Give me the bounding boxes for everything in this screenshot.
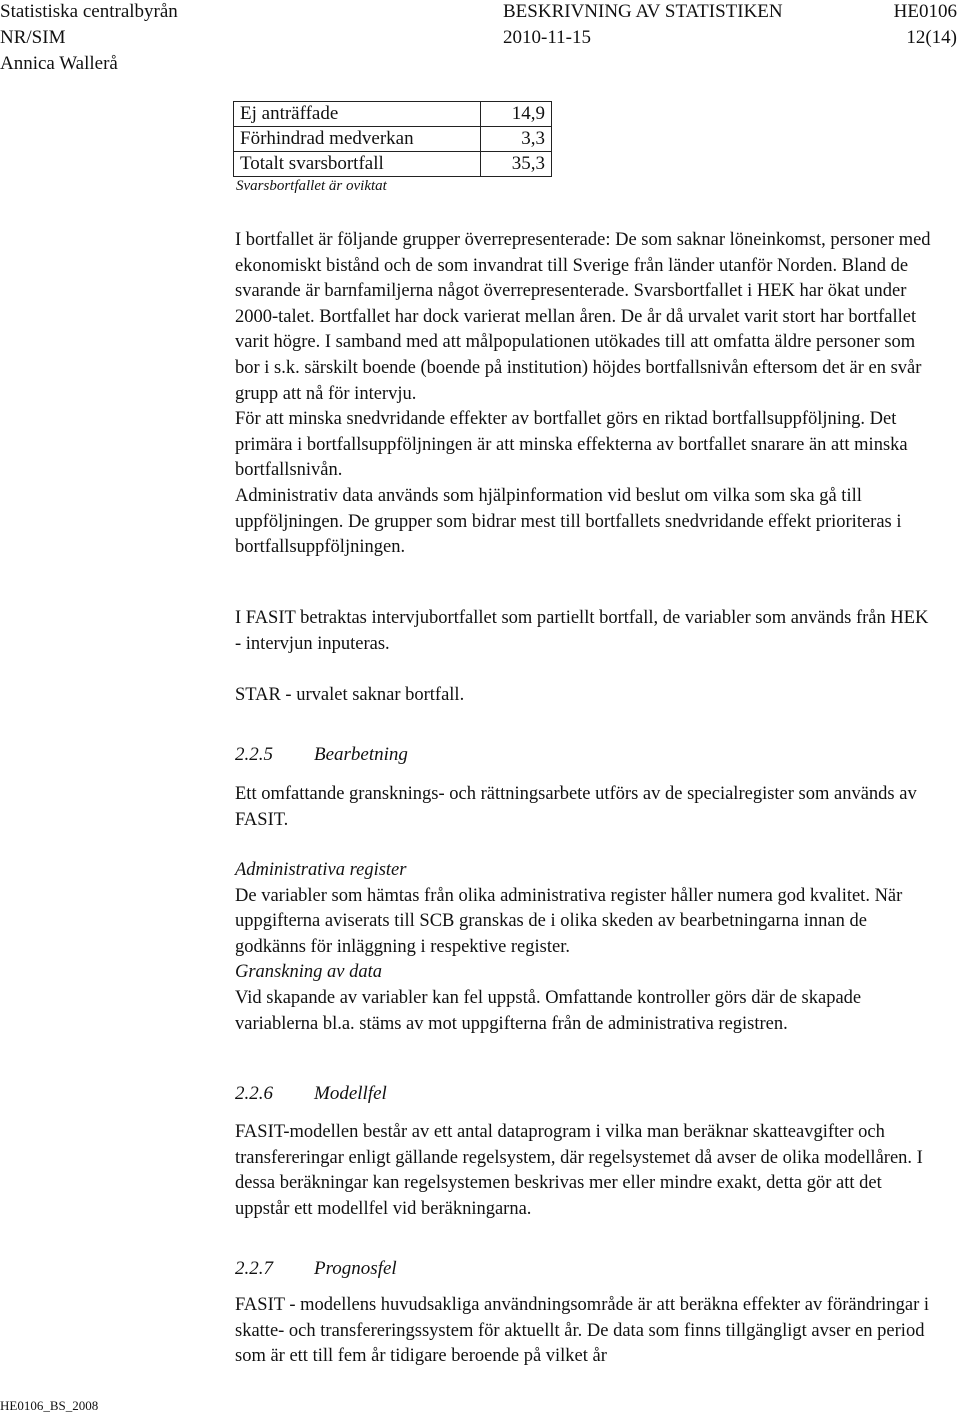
nonresponse-text — [235, 228, 935, 561]
subheading: Administrativa register — [235, 860, 407, 880]
table-row — [234, 152, 552, 177]
row-label: Förhindrad medverkan — [234, 127, 481, 152]
organization-name: Statistiska centralbyrån — [0, 1, 178, 22]
section-number: 2.2.6 — [235, 1083, 273, 1104]
section-heading — [235, 1083, 387, 1105]
section-heading — [235, 744, 408, 766]
section-title: Bearbetning — [314, 744, 408, 765]
subheading: Granskning av data — [235, 962, 382, 983]
row-label: Ej anträffade — [234, 102, 481, 127]
author-name: Annica Wallerå — [0, 53, 118, 74]
paragraph: Administrativ data används som hjälpinformation vid beslut om vilka som ska gå till uppföljningen. De grupper som bidrar mest till bortfallets snedvridande effekt prioriteras i bortfallsuppföljningen. — [235, 485, 902, 558]
row-value: 3,3 — [481, 127, 552, 152]
paragraph: Ett omfattande gransknings- och rättningsarbete utförs av de specialregister som används av FASIT. — [235, 784, 917, 830]
table-note: Svarsbortfallet är oviktat — [236, 178, 387, 194]
paragraph: I FASIT betraktas intervjubortfallet som partiellt bortfall, de variabler som används från HEK - intervjun inputeras. — [235, 608, 929, 654]
section-heading — [235, 1258, 397, 1280]
section-title: Modellfel — [314, 1083, 387, 1104]
section-title: Prognosfel — [314, 1258, 397, 1279]
paragraph: För att minska snedvridande effekter av bortfallet görs en riktad bortfallsuppföljning. Det primära i bortfallsuppföljningen är att minska effekterna av bortfallet snarare än att minska bortfallsnivån. — [235, 409, 908, 481]
document-date: 2010-11-15 — [503, 27, 591, 48]
paragraph: I bortfallet är följande grupper överrepresenterade: De som saknar löneinkomst, personer med ekonomiskt bistånd och de som invandrat till Sverige från länder utanför Norden. Bland de svarande är barnfamiljerna något överrepresenterade. Svarsbortfallet i HEK har ökat under 2000-talet. Bortfallet har dock varierat mellan åren. De år då urvalet varit stort har bortfallet varit högre. I samband med att målpopulationen utökades till att omfatta äldre personer som bor i s.k. särskilt boende (boende på institution) höjdes bortfallsnivån eftersom det är en svår grupp att nå för intervju. — [235, 230, 931, 404]
paragraph: STAR - urvalet saknar bortfall. — [235, 685, 465, 705]
page-footer: HE0106_BS_2008 — [0, 1398, 99, 1413]
document-type: BESKRIVNING AV STATISTIKEN — [503, 1, 783, 22]
table-row — [234, 102, 552, 127]
row-value: 35,3 — [481, 152, 552, 177]
processing-subsections — [235, 858, 935, 1037]
nonresponse-table — [233, 101, 552, 177]
page-number: 12(14) — [906, 27, 957, 48]
row-value: 14,9 — [481, 102, 552, 127]
paragraph: Vid skapande av variabler kan fel uppstå. Omfattande kontroller görs där de skapade variablerna bl.a. stäms av mot uppgifterna från de administrativa registren. — [235, 987, 862, 1034]
paragraph: De variabler som hämtas från olika administrativa register håller numera god kvalitet. När uppgifterna aviserats till SCB granskas de i olika skeden av bearbetningarna innan de godkänns för inläggning i respektive register. — [235, 885, 903, 957]
document-code: HE0106 — [893, 1, 957, 22]
paragraph: FASIT - modellens huvudsakliga användningsområde är att beräkna effekter av förändringar i skatte- och transfereringssystem för aktuellt år. De data som finns tillgängligt avser en period som är ett till fem år tidigare beroende på vilket år — [235, 1295, 930, 1367]
row-label: Totalt svarsbortfall — [234, 152, 481, 177]
section-number: 2.2.7 — [235, 1258, 273, 1279]
paragraph: FASIT-modellen består av ett antal dataprogram i vilka man beräknar skatteavgifter och transfereringar enligt gällande regelsystem, där regelsystemet då avser de olika modellåren. I dessa beräkningar kan regelsystemen beskrivas mer eller mindre exakt, detta gör att det uppstår ett modellfel vid beräkningarna. — [235, 1122, 923, 1219]
section-number: 2.2.5 — [235, 744, 273, 765]
unit-name: NR/SIM — [0, 27, 66, 48]
table-row — [234, 127, 552, 152]
